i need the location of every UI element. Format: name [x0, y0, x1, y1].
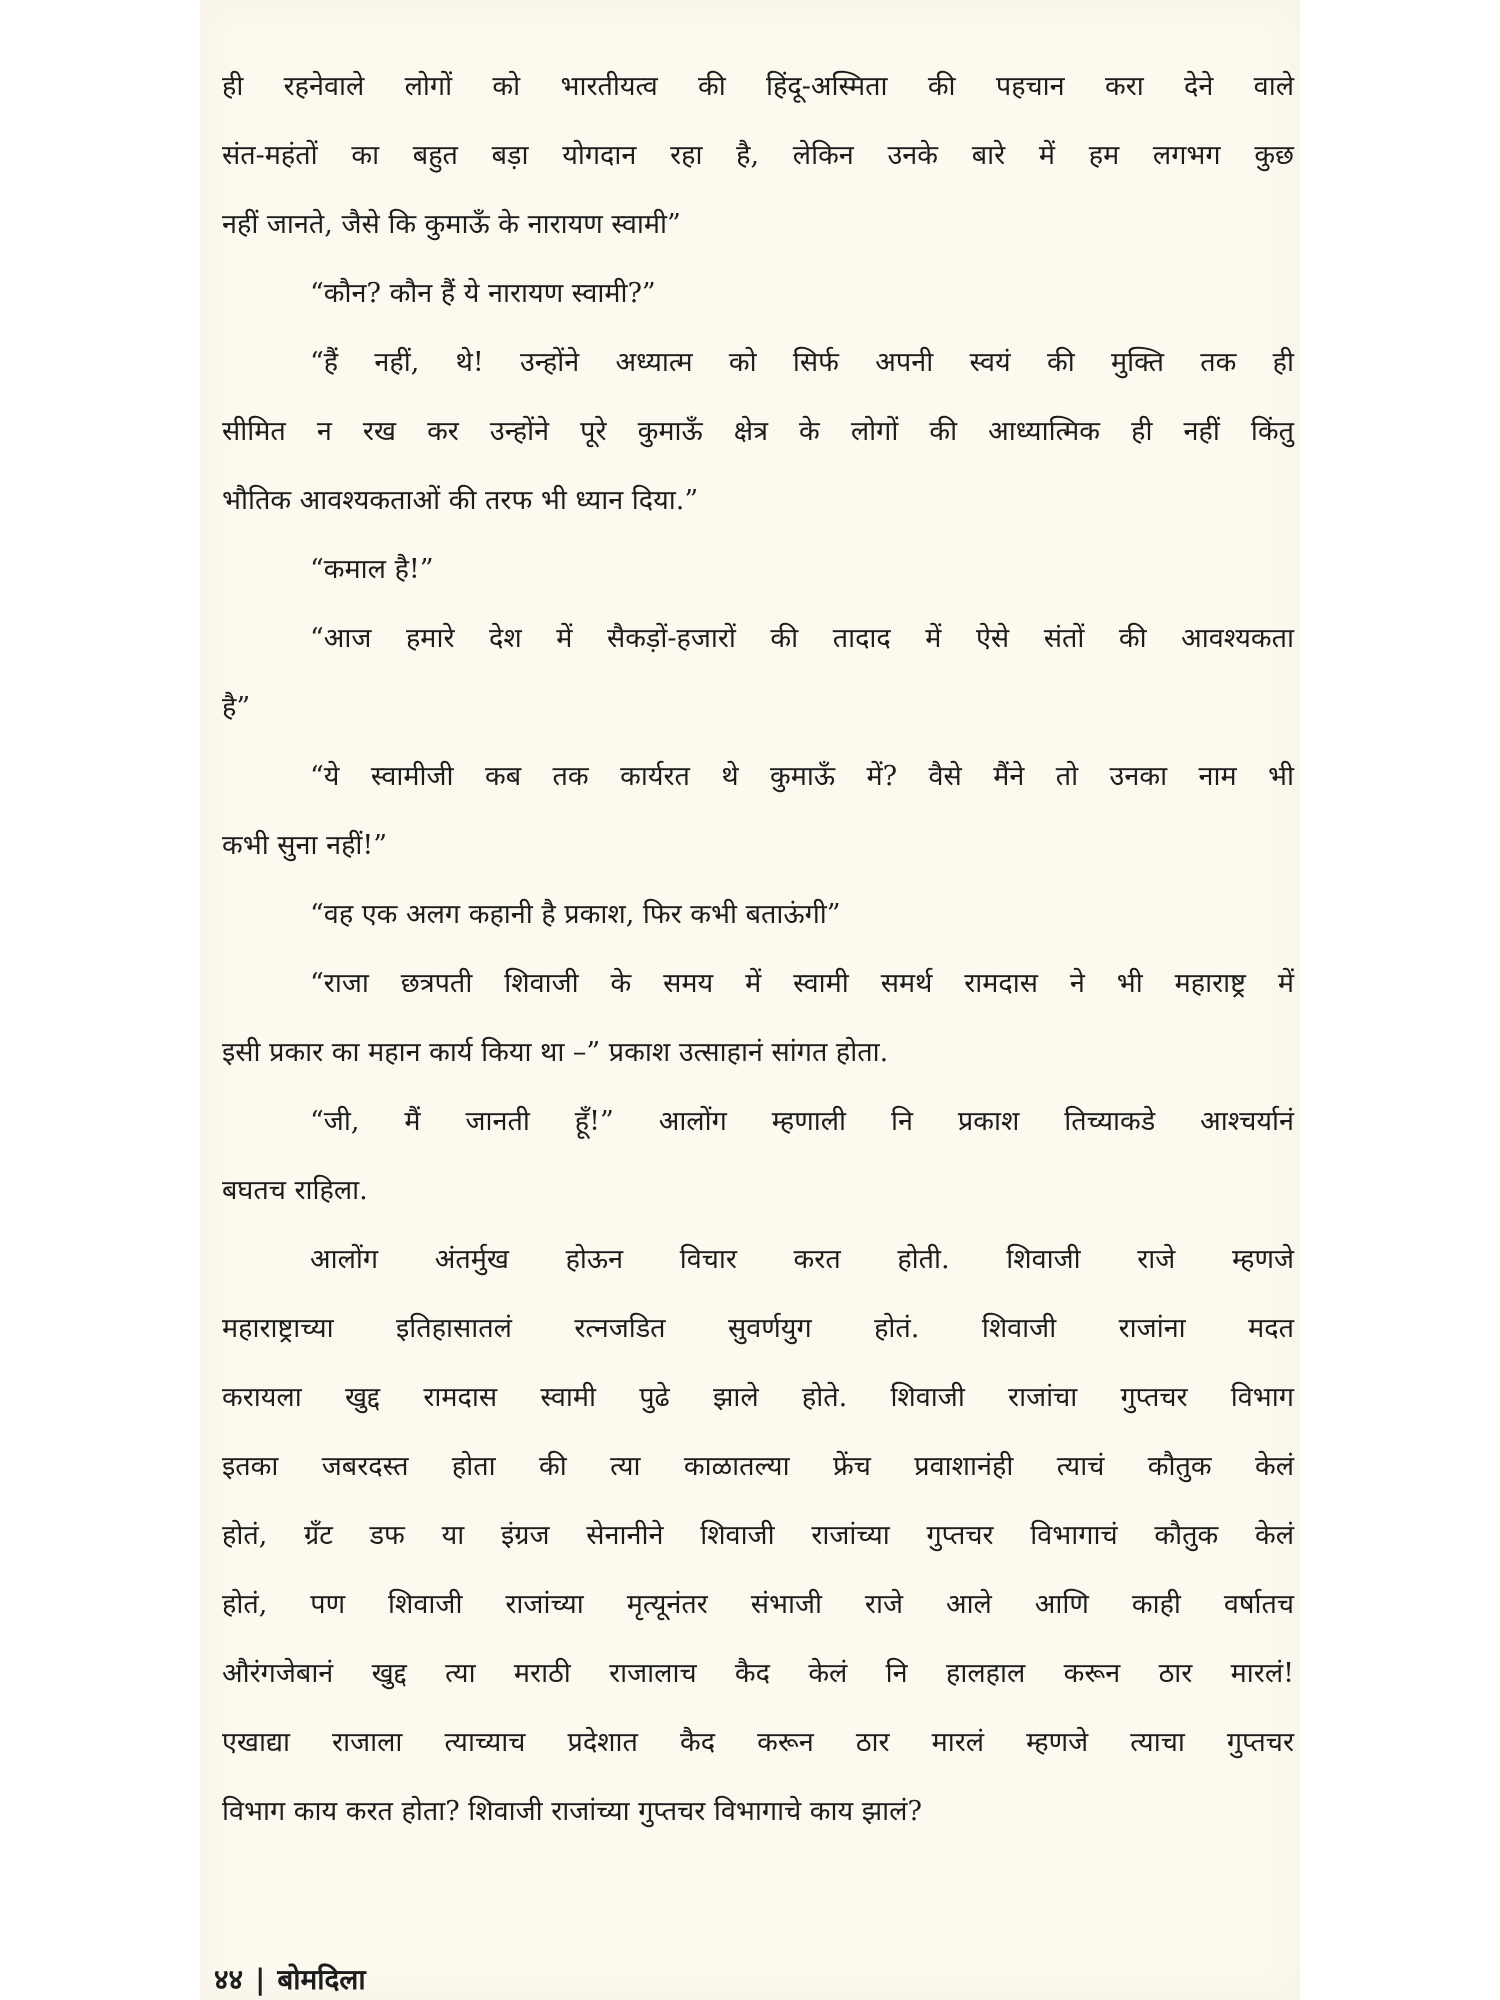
text-line: “कौन? कौन हैं ये नारायण स्वामी?”	[310, 278, 656, 309]
body-text	[222, 52, 1294, 1846]
page-footer	[214, 1960, 366, 1998]
text-line: “ये स्वामीजी कब तक कार्यरत थे कुमाऊँ में? वैसे मैंने तो उनका नाम भी	[310, 761, 1294, 792]
text-line: भौतिक आवश्यकताओं की तरफ भी ध्यान दिया.”	[222, 485, 699, 516]
text-line: इतका जबरदस्त होता की त्या काळातल्या फ्रेंच प्रवाशानंही त्याचं कौतुक केलं	[222, 1451, 1294, 1482]
text-line: एखाद्या राजाला त्याच्याच प्रदेशात कैद करून ठार मारलं म्हणजे त्याचा गुप्तचर	[222, 1727, 1294, 1758]
text-line: कभी सुना नहीं!”	[222, 830, 388, 861]
footer-separator: |	[255, 1963, 266, 1996]
text-line: इसी प्रकार का महान कार्य किया था –” प्रकाश उत्साहानं सांगत होता.	[222, 1037, 889, 1068]
book-title: बोमदिला	[277, 1963, 366, 1996]
text-line: “आज हमारे देश में सैकड़ों-हजारों की तादाद में ऐसे संतों की आवश्यकता	[310, 623, 1294, 654]
page-number: ४४	[214, 1963, 244, 1996]
text-line: “हैं नहीं, थे! उन्होंने अध्यात्म को सिर्फ अपनी स्वयं की मुक्ति तक ही	[310, 347, 1294, 378]
text-line: आलोंग अंतर्मुख होऊन विचार करत होती. शिवाजी राजे म्हणजे	[310, 1244, 1294, 1275]
text-line: औरंगजेबानं खुद्द त्या मराठी राजालाच कैद केलं नि हालहाल करून ठार मारलं!	[222, 1658, 1294, 1689]
text-line: विभाग काय करत होता? शिवाजी राजांच्या गुप्तचर विभागाचे काय झालं?	[222, 1796, 922, 1827]
text-line: सीमित न रख कर उन्होंने पूरे कुमाऊँ क्षेत्र के लोगों की आध्यात्मिक ही नहीं किंतु	[222, 416, 1294, 447]
text-line: होतं, पण शिवाजी राजांच्या मृत्यूनंतर संभाजी राजे आले आणि काही वर्षातच	[222, 1589, 1294, 1620]
text-line: करायला खुद्द रामदास स्वामी पुढे झाले होते. शिवाजी राजांचा गुप्तचर विभाग	[222, 1382, 1294, 1413]
text-line: “कमाल है!”	[310, 554, 434, 585]
text-line: बघतच राहिला.	[222, 1175, 368, 1206]
book-page	[200, 0, 1300, 2000]
text-line: नहीं जानते, जैसे कि कुमाऊँ के नारायण स्वामी”	[222, 209, 681, 240]
text-line: “वह एक अलग कहानी है प्रकाश, फिर कभी बताऊंगी”	[310, 899, 841, 930]
text-line: “जी, मैं जानती हूँ!” आलोंग म्हणाली नि प्रकाश तिच्याकडे आश्चर्यानं	[310, 1106, 1294, 1137]
text-line: संत-महंतों का बहुत बड़ा योगदान रहा है, लेकिन उनके बारे में हम लगभग कुछ	[222, 140, 1294, 171]
text-line: होतं, ग्रँट डफ या इंग्रज सेनानीने शिवाजी राजांच्या गुप्तचर विभागाचं कौतुक केलं	[222, 1520, 1294, 1551]
text-line: “राजा छत्रपती शिवाजी के समय में स्वामी समर्थ रामदास ने भी महाराष्ट्र में	[310, 968, 1294, 999]
text-line: महाराष्ट्राच्या इतिहासातलं रत्नजडित सुवर्णयुग होतं. शिवाजी राजांना मदत	[222, 1313, 1294, 1344]
text-line: ही रहनेवाले लोगों को भारतीयत्व की हिंदू-अस्मिता की पहचान करा देने वाले	[222, 71, 1294, 102]
text-line: है”	[222, 692, 251, 723]
